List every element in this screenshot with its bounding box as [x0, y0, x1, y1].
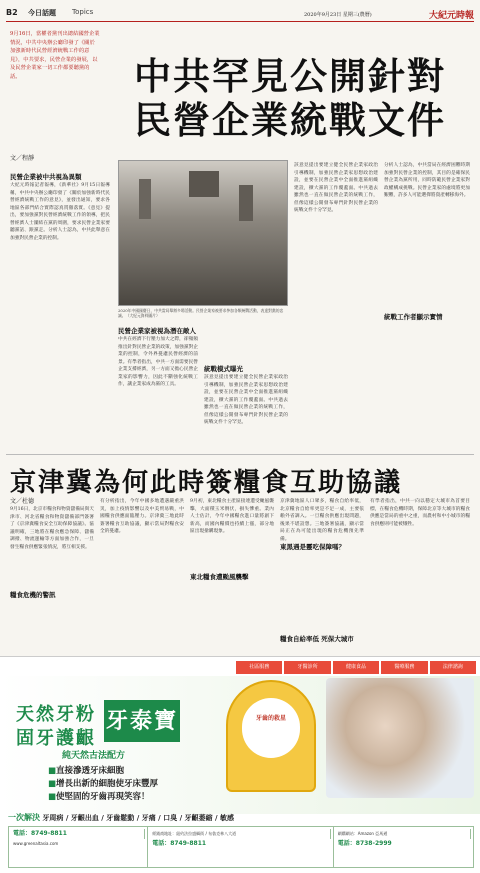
ad-photo [326, 678, 474, 798]
story1-column: 分析人士認為，中共當局在經濟困難時期加強對民營企業的控制，其目的是確保民營企業為黨所用，同時防範民營企業家對政權構成挑戰。民營企業家的處境將更加艱難，許多人可能選擇將資產轉移海外。 [384, 163, 470, 198]
story1-column: 大紀元時報記者報導，《新華社》9月15日報導稱，中共中央辦公廳印發了《關於加強新時代民營經濟統戰工作的意見》，並發出通知，要求各地區各部門結合實際認真貫徹落實。《意見》提出，要加強黨對民營經濟統戰工作的領導，把民營經濟人士團結在黨的周圍，要求民營企業家要聽黨話、跟黨走。分析人士認為，中共此舉意在加強對民營企業的控制。 [10, 183, 110, 241]
masthead-logo: 大紀元時報 [428, 11, 474, 21]
ad-contact-block [334, 827, 473, 867]
ad-footer-contacts [8, 826, 474, 868]
ad-tagline: 純天然古法配方 [62, 751, 126, 761]
ad-phone: 電話：8749-8811 [11, 829, 145, 839]
story2-headline: 京津冀為何此時簽糧食互助協議 [10, 468, 403, 498]
ad-nav-item[interactable]: 健康食品 [333, 661, 379, 674]
story2-subhead: 東黑遇是靈吃保障嗎？ [280, 543, 345, 551]
ad-solve-line [8, 812, 474, 823]
story1-subhead: 統戰模式曝光 [204, 365, 243, 373]
page-header [6, 6, 474, 22]
headline-line: 中共罕見公開針對 [134, 54, 446, 98]
ad-phone: 電話：8738-2999 [337, 840, 392, 847]
ad-brand-name: 牙泰寶 [104, 700, 180, 742]
section-name: 今日話題 [28, 8, 56, 17]
story1-column: 該意見提出要建立健全民營企業家政治引導機制，加強民營企業家思想政治建設，並要在民營企業中全面推進黨組織建設，擴大黨的工作覆蓋面。中共過去雖然也一直在做民營企業的統戰工作，但像這樣公開發布專門針對民營企業的統戰文件十分罕見。 [294, 163, 378, 213]
ad-nav-item[interactable]: 牙醫診所 [284, 661, 330, 674]
story2-column: 京津冀地區人口眾多，糧食自給率低，北京糧食自給率更是不足一成，主要依賴外省調入。一旦糧食供應出現問題，後果不堪設想。三地簽署協議，顯示當局正在為可能出現的糧食危機預先準備。 [280, 499, 364, 542]
product-box-image [226, 680, 316, 792]
news-photo [118, 160, 288, 306]
section-divider [6, 454, 474, 455]
story1-subhead: 民營企業家被視為潛在敵人 [118, 327, 196, 335]
story1-byline: 文／程靜 [10, 155, 35, 162]
ad-bullet: ■ 使堅固的牙齒再現笑容！ [48, 790, 150, 802]
ad-phone: 電話：8749-8811 [152, 840, 207, 847]
headline-line: 民營企業統戰文件 [134, 98, 446, 142]
story2-subhead: 糧食危機的警訊 [10, 591, 56, 599]
topics-label: Topics [72, 8, 94, 16]
ad-slogan-line: 固牙護齦 [16, 728, 96, 749]
story2-column: 9月初，東北糧食主產區接連遭受颱風襲擊，大面積玉米倒伏，損失慘重。業內人士估計，今年中國糧食進口量將創下新高，而國內糧價也持續上漲，部分地區出現搶購現象。 [190, 499, 274, 534]
ad-shop[interactable]: 網購網站：Amazon 亞馬遜 [336, 829, 471, 839]
story2-subhead: 糧食自給率低 死保大城市 [280, 635, 354, 643]
story2-column: 9月16日，北京市糧食和物資儲備局與天津市、河北省糧食和物資儲備部門簽署了《京津冀糧食安全互助保障協議》。協議明確，三地將在糧食應急保障、儲備調撥、物流運輸等方面加強合作，一旦發生糧食供應緊張情況，將互相支援。 [10, 507, 94, 550]
ad-web[interactable]: www.greenaltasia.com [13, 841, 59, 846]
ad-nav-item[interactable]: 社區服務 [236, 661, 282, 674]
story2-byline: 文／杜德 [10, 498, 35, 505]
page-number: B2 [6, 8, 18, 17]
ad-nav-item[interactable]: 法律諮詢 [430, 661, 476, 674]
story1-subhead: 統戰工作者顯示實情 [384, 313, 443, 321]
ad-solve-title: 一次解決 [8, 813, 40, 822]
ad-bullet: ■ 直接滲透牙床細胞 [48, 764, 124, 776]
date-line: 2020年9月23日 星期三(農曆) [304, 12, 372, 18]
ad-solve-items: 牙周病 / 牙齦出血 / 牙齒鬆動 / 牙痛 / 口臭 / 牙齦萎縮 / 敏感 [42, 814, 235, 822]
ad-bullet: ■ 增長出新的細胞使牙床豐厚 [48, 777, 158, 789]
story1-intro: 9月16日，當權者黨刊出總結國營企業情況，中共中央辦公廳印發了《關於加強新時代民營經濟統戰工作的意見》，中共要求，民營企業的發展，以及民營企業家一切工作都要聽黨的話。 [10, 31, 100, 80]
story2-column: 有分析指出，今年中國多地遭遇嚴重洪災，加上疫情影響以及中美貿易戰，中國糧食供應面臨壓力。京津冀三地此時簽署糧食互助協議，顯示當局對糧食安全的憂慮。 [100, 499, 184, 534]
photo-caption: 2020年中國國慶日，中共當局舉辦多場活動。民營企業家被要求參加各類統戰活動，表達對黨的忠誠。（大紀元資料圖片） [118, 308, 284, 318]
ad-contact-block [148, 827, 334, 867]
ad-address: 經銷商地址：紐約法拉盛緬街 / 布魯克林八大道 [150, 829, 331, 839]
product-label: 牙齒的救星 [242, 698, 300, 758]
ad-contact-block [9, 827, 148, 867]
ad-nav-item[interactable]: 醫療服務 [381, 661, 427, 674]
story1-column: 中共在經濟下行壓力加大之際，卻頻頻推出針對民營企業的政策，加強黨對企業的控制，令外界憂慮民營經濟的前景。有學者指出，中共一方面需要民營企業支撐經濟，另一方面又擔心民營企業家的影響力，因此不斷強化統戰工作，讓企業家成為黨的工具。 [118, 337, 198, 387]
story1-column: 該意見提出要建立健全民營企業家政治引導機制，加強民營企業家思想政治建設，並要在民營企業中全面推進黨組織建設，擴大黨的工作覆蓋面。中共過去雖然也一直在做民營企業的統戰工作，但像這樣公開發布專門針對民營企業的統戰文件十分罕見。 [204, 375, 288, 425]
ad-nav-bar [236, 661, 476, 674]
story1-subhead: 民營企業被中共視為異類 [10, 173, 82, 181]
story2-subhead: 東北糧食遭颱風襲擊 [190, 573, 249, 581]
story1-headline [108, 54, 472, 142]
ad-slogan-line: 天然牙粉 [16, 704, 96, 725]
story2-column: 有學者指出，中共一向以穩定大城市為首要目標，在糧食危機時期，保障北京等大城市的糧食供應是當局的重中之重，而農村和中小城市的糧食供應則可能被犧牲。 [370, 499, 470, 527]
